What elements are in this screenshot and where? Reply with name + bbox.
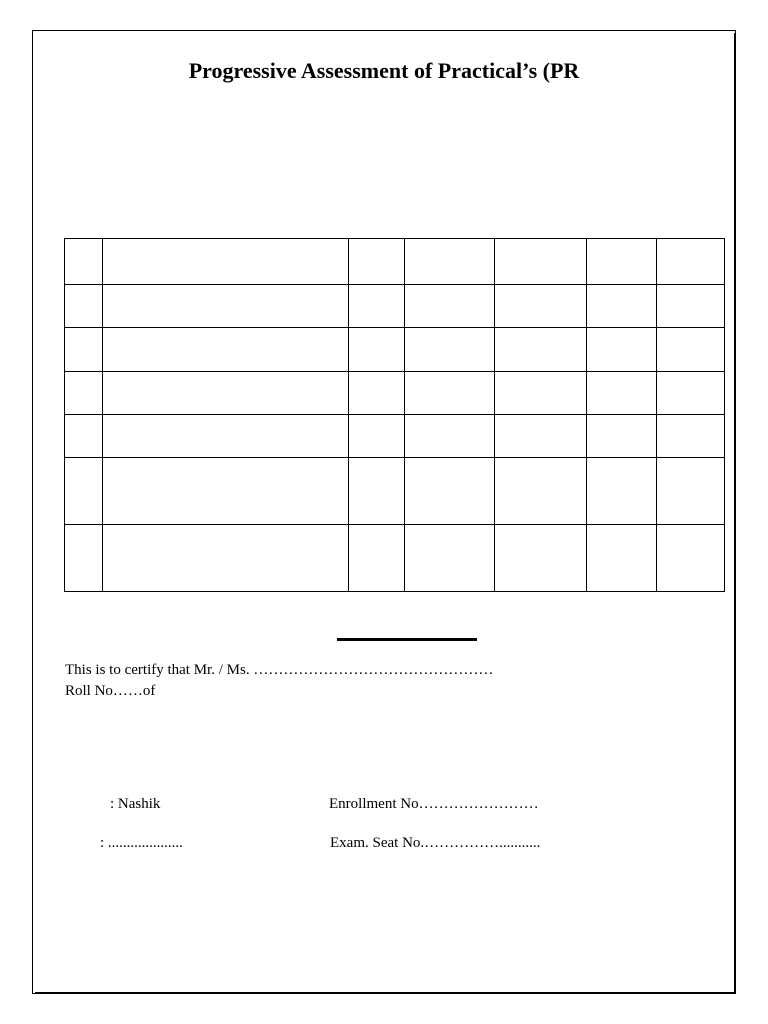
table-cell — [495, 458, 587, 525]
table-cell — [405, 458, 495, 525]
table-cell — [65, 525, 103, 592]
heading-underline — [337, 638, 477, 641]
table-row — [65, 328, 725, 372]
table-cell — [349, 458, 405, 525]
table-cell — [657, 328, 725, 372]
table-cell — [65, 415, 103, 458]
table-row — [65, 285, 725, 328]
table-cell — [495, 239, 587, 285]
table-cell — [103, 525, 349, 592]
table-cell — [495, 328, 587, 372]
table-cell — [103, 328, 349, 372]
table-header-row — [65, 239, 725, 285]
table-cell — [657, 285, 725, 328]
certificate-line: This is to certify that Mr. / Ms. ………………………………………… — [65, 662, 494, 678]
table-row — [65, 372, 725, 415]
table-row — [65, 525, 725, 592]
table-cell — [405, 525, 495, 592]
table-cell — [65, 372, 103, 415]
table-row — [65, 458, 725, 525]
table-cell — [587, 328, 657, 372]
assessment-table — [64, 238, 725, 592]
table-cell — [349, 372, 405, 415]
table-cell — [587, 239, 657, 285]
place-field: : Nashik — [110, 796, 161, 812]
table-cell — [587, 525, 657, 592]
table-cell — [349, 239, 405, 285]
enrollment-number-field: Enrollment No…………………… — [329, 796, 539, 812]
table-cell — [657, 458, 725, 525]
table-cell — [587, 458, 657, 525]
table-cell — [657, 525, 725, 592]
table-cell — [65, 285, 103, 328]
table-cell — [349, 285, 405, 328]
roll-number-line: Roll No……of — [65, 683, 156, 699]
table-cell — [405, 372, 495, 415]
table-cell — [65, 239, 103, 285]
table-cell — [405, 328, 495, 372]
table-cell — [405, 285, 495, 328]
table-cell — [103, 239, 349, 285]
date-field: : .................... — [100, 835, 183, 851]
table-cell — [103, 285, 349, 328]
table-cell — [657, 415, 725, 458]
table-cell — [587, 372, 657, 415]
table-cell — [103, 372, 349, 415]
table-cell — [103, 458, 349, 525]
table-cell — [349, 328, 405, 372]
table-cell — [587, 285, 657, 328]
table-cell — [405, 239, 495, 285]
table-cell — [657, 239, 725, 285]
page-title: Progressive Assessment of Practical’s (PR — [188, 58, 580, 83]
table-cell — [65, 328, 103, 372]
exam-seat-number-field: Exam. Seat No.……………........... — [330, 835, 541, 851]
table-cell — [495, 415, 587, 458]
table-cell — [349, 415, 405, 458]
table-row — [65, 415, 725, 458]
table-cell — [65, 458, 103, 525]
table-cell — [103, 415, 349, 458]
table-cell — [495, 285, 587, 328]
table-cell — [657, 372, 725, 415]
table-cell — [405, 415, 495, 458]
table-cell — [349, 525, 405, 592]
table-cell — [495, 372, 587, 415]
table-cell — [587, 415, 657, 458]
table-cell — [495, 525, 587, 592]
